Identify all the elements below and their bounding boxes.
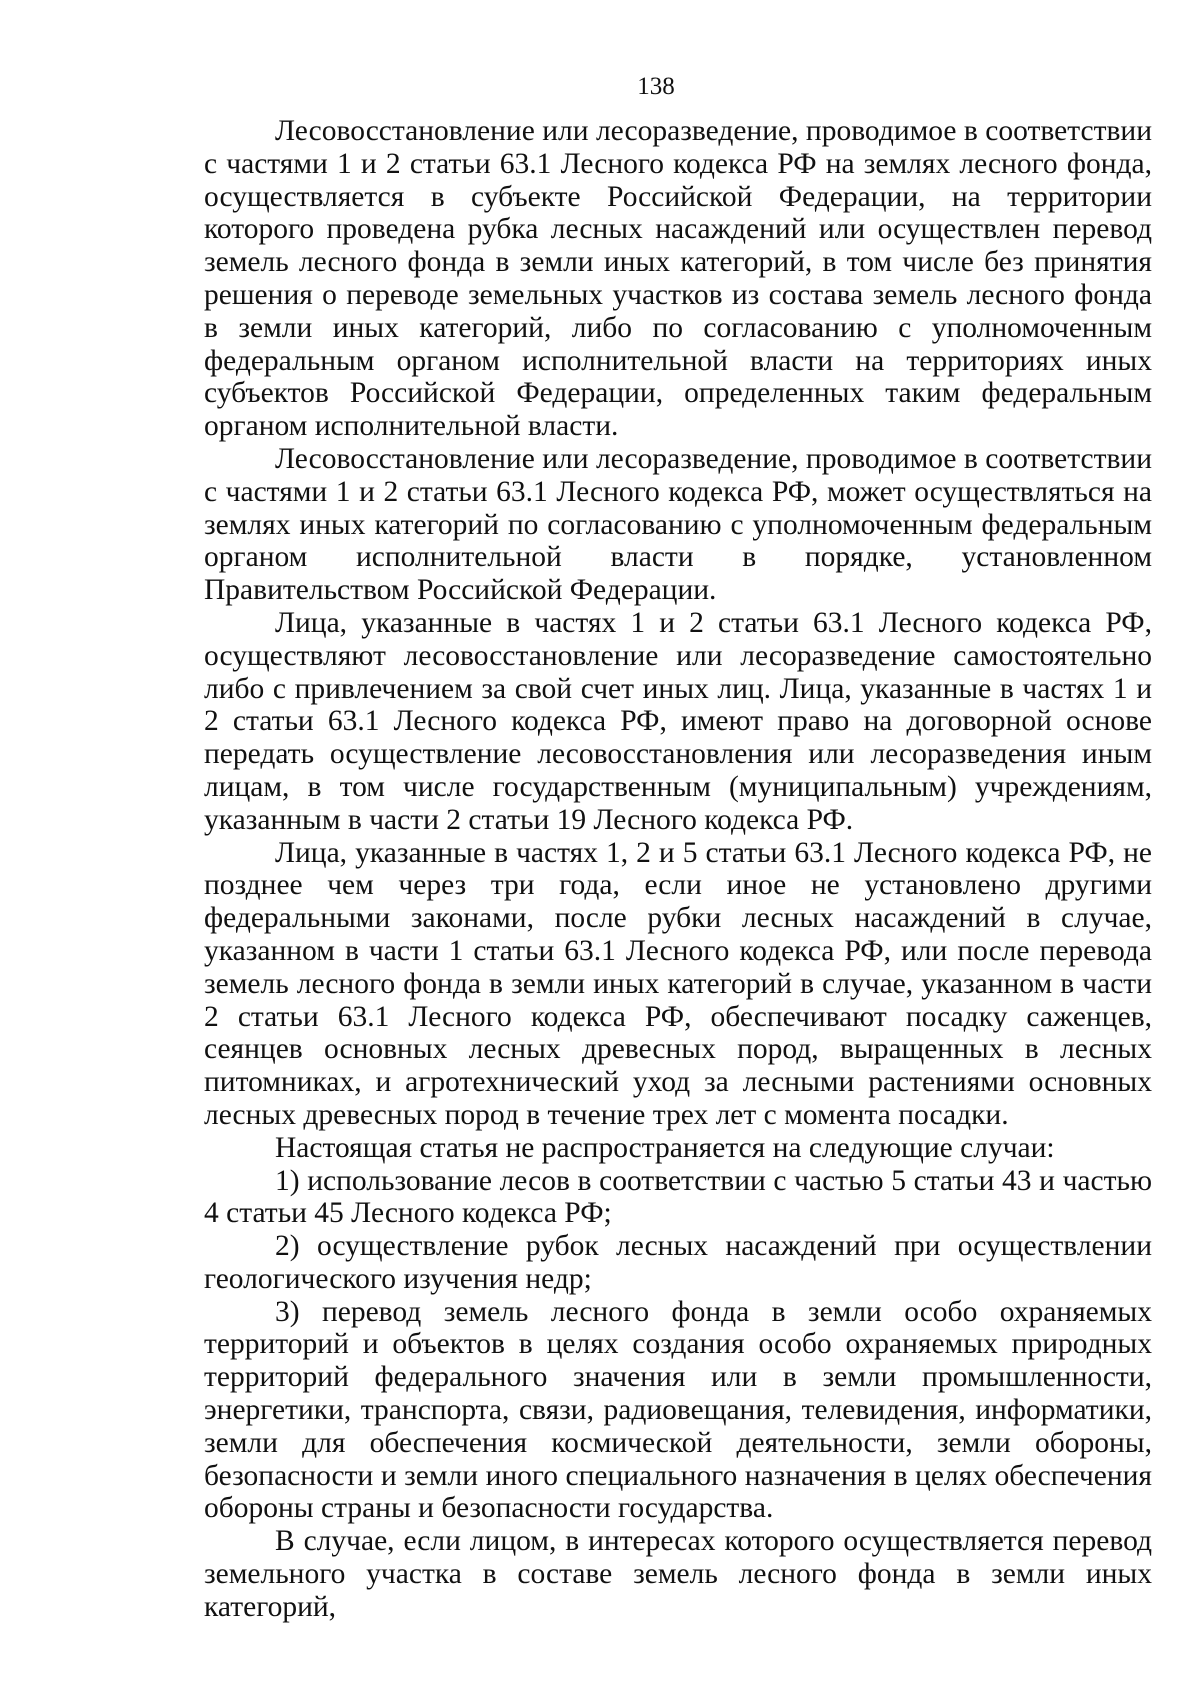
- paragraph-responsible-persons: Лица, указанные в частях 1 и 2 статьи 63.1 Лесного кодекса РФ, осуществляют лесовосстановление или лесоразведение самостоятельно либо с привлечением за свой счет иных лиц. Лица, указанные в частях 1 и 2 статьи 63.1 Лесного кодекса РФ, имеют право на договорной основе передать осуществление лесовосстановления или лесоразведения иным лицам, в том числе государственным (муниципальным) учреждениям, указанным в части 2 статьи 19 Лесного кодекса РФ.: [204, 606, 1152, 836]
- paragraph-exceptions-intro: Настоящая статья не распространяется на следующие случаи:: [275, 1131, 1055, 1164]
- page-number: 138: [637, 73, 675, 100]
- list-item-exception-3: 3) перевод земель лесного фонда в земли особо охраняемых территорий и объектов в целях создания особо охраняемых природных территорий федерального значения или в земли промышленности, энергетики, транспорта, связи, радиовещания, телевидения, информатики, земли для обеспечения космической деятельности, земли обороны, безопасности и земли иного специального назначения в целях обеспечения обороны страны и безопасности государства.: [204, 1295, 1152, 1525]
- paragraph-planting-deadline: Лица, указанные в частях 1, 2 и 5 статьи 63.1 Лесного кодекса РФ, не позднее чем через три года, если иное не установлено другими федеральными законами, после рубки лесных насаждений в случае, указанном в части 1 статьи 63.1 Лесного кодекса РФ, или после перевода земель лесного фонда в земли иных категорий в случае, указанном в части 2 статьи 63.1 Лесного кодекса РФ, обеспечивают посадку саженцев, сеянцев основных лесных древесных пород, выращенных в лесных питомниках, и агротехнический уход за лесными растениями основных лесных древесных пород в течение трех лет с момента посадки.: [204, 836, 1152, 1131]
- list-item-exception-2: 2) осуществление рубок лесных насаждений при осуществлении геологического изучения недр;: [204, 1230, 1152, 1295]
- paragraph-transfer-case: В случае, если лицом, в интересах которого осуществляется перевод земельного участка в составе земель лесного фонда в земли иных категорий,: [204, 1525, 1152, 1623]
- document-body: [204, 115, 1152, 1624]
- paragraph-reforestation-forest-fund: Лесовосстановление или лесоразведение, проводимое в соответствии с частями 1 и 2 статьи 63.1 Лесного кодекса РФ на землях лесного фонда, осуществляется в субъекте Российской Федерации, на территории которого проведена рубка лесных насаждений или осуществлен перевод земель лесного фонда в земли иных категорий, в том числе без принятия решения о переводе земельных участков из состава земель лесного фонда в земли иных категорий, либо по согласованию с уполномоченным федеральным органом исполнительной власти на территориях иных субъектов Российской Федерации, определенных таким федеральным органом исполнительной власти.: [204, 115, 1152, 443]
- paragraph-reforestation-other-lands: Лесовосстановление или лесоразведение, проводимое в соответствии с частями 1 и 2 статьи 63.1 Лесного кодекса РФ, может осуществляться на землях иных категорий по согласованию с уполномоченным федеральным органом исполнительной власти в порядке, установленном Правительством Российской Федерации.: [204, 442, 1152, 607]
- list-item-exception-1: 1) использование лесов в соответствии с частью 5 статьи 43 и частью 4 статьи 45 Лесного кодекса РФ;: [204, 1164, 1152, 1230]
